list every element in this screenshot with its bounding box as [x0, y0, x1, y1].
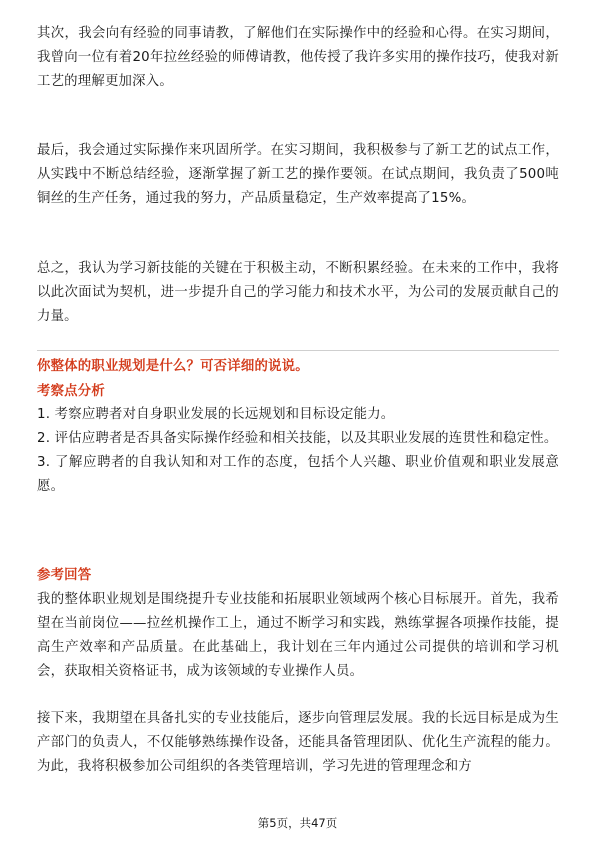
- analysis-heading: 考察点分析: [37, 384, 105, 399]
- answer-heading: 参考回答: [37, 568, 92, 583]
- analysis-item: 3. 了解应聘者的自我认知和对工作的态度，包括个人兴趣、职业价值观和职业发展意愿。: [37, 455, 559, 494]
- body-paragraph: 总之，我认为学习新技能的关键在于积极主动，不断积累经验。在未来的工作中，我将以此次面试为契机，进一步提升自己的学习能力和技术水平，为公司的发展贡献自己的力量。: [37, 261, 559, 324]
- section-divider: [37, 350, 559, 351]
- analysis-item: 2. 评估应聘者是否具备实际操作经验和相关技能，以及其职业发展的连贯性和稳定性。: [37, 431, 558, 446]
- analysis-item: 1. 考察应聘者对自身职业发展的长远规划和目标设定能力。: [37, 407, 395, 422]
- question-title: 你整体的职业规划是什么？可否详细的说说。: [37, 359, 309, 374]
- body-paragraph: 最后，我会通过实际操作来巩固所学。在实习期间，我积极参与了新工艺的试点工作，从实践中不断总结经验，逐渐掌握了新工艺的操作要领。在试点期间，我负责了500吨铜丝的生产任务，通过我的努力，产品质量稳定，生产效率提高了15%。: [37, 143, 559, 206]
- analysis-list: [37, 403, 559, 499]
- answer-paragraph: 接下来，我期望在具备扎实的专业技能后，逐步向管理层发展。我的长远目标是成为生产部门的负责人，不仅能够熟练操作设备，还能具备管理团队、优化生产流程的能力。为此，我将积极参加公司组织的各类管理培训，学习先进的管理理念和方: [37, 711, 559, 774]
- answer-paragraph: 我的整体职业规划是围绕提升专业技能和拓展职业领域两个核心目标展开。首先，我希望在当前岗位——拉丝机操作工上，通过不断学习和实践，熟练掌握各项操作技能，提高生产效率和产品质量。在此基础上，我计划在三年内通过公司提供的培训和学习机会，获取相关资格证书，成为该领域的专业操作人员。: [37, 592, 559, 679]
- body-paragraph: 其次，我会向有经验的同事请教，了解他们在实际操作中的经验和心得。在实习期间，我曾向一位有着20年拉丝经验的师傅请教，他传授了我许多实用的操作技巧，使我对新工艺的理解更加深入。: [37, 26, 559, 89]
- page-number: 第5页，共47页: [257, 816, 338, 830]
